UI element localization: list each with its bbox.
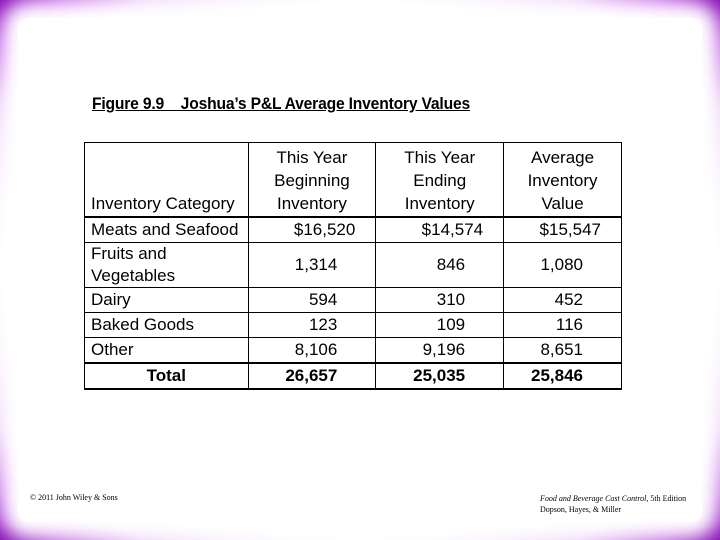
total-row <box>85 363 622 389</box>
table-row <box>85 217 622 243</box>
book-edition: , 5th Edition <box>646 494 687 503</box>
header-ending-line-2: Ending <box>413 171 467 190</box>
table-row <box>85 288 622 313</box>
header-average-line-1: Average <box>531 148 595 167</box>
header-ending-line-1: This Year <box>404 148 476 167</box>
header-ending-inventory <box>376 143 504 218</box>
table-row <box>85 338 622 364</box>
category-cell: Dairy <box>85 288 249 313</box>
table-row <box>85 313 622 338</box>
header-average-inventory-value <box>504 143 622 218</box>
header-ending-line-3: Inventory <box>404 194 475 213</box>
header-beginning-line-2: Beginning <box>274 171 350 190</box>
book-authors: Dopson, Hayes, & Miller <box>540 505 622 514</box>
beginning-cell: 594 <box>248 288 376 313</box>
ending-cell: $14,574 <box>376 217 504 243</box>
category-cell: Baked Goods <box>85 313 249 338</box>
table-row <box>85 243 622 288</box>
beginning-cell: $16,520 <box>248 217 376 243</box>
header-average-line-3: Value <box>541 194 584 213</box>
beginning-cell: 1,314 <box>248 243 376 288</box>
total-average: 25,846 <box>504 363 622 389</box>
copyright-footer: © 2011 John Wiley & Sons <box>30 493 118 502</box>
beginning-cell: 123 <box>248 313 376 338</box>
average-cell: $15,547 <box>504 217 622 243</box>
ending-cell: 310 <box>376 288 504 313</box>
average-cell: 452 <box>504 288 622 313</box>
header-average-line-2: Inventory <box>527 171 598 190</box>
inventory-table <box>84 142 622 390</box>
average-cell: 1,080 <box>504 243 622 288</box>
figure-title: Figure 9.9 Joshua’s P&L Average Inventory Values <box>92 94 471 113</box>
total-label: Total <box>85 363 249 389</box>
category-cell: Fruits and Vegetables <box>85 243 249 288</box>
total-beginning: 26,657 <box>248 363 376 389</box>
ending-cell: 846 <box>376 243 504 288</box>
header-beginning-inventory <box>248 143 376 218</box>
citation-line-1 <box>540 493 686 504</box>
ending-cell: 9,196 <box>376 338 504 364</box>
book-title: Food and Beverage Cost Control <box>540 494 647 503</box>
ending-cell: 109 <box>376 313 504 338</box>
category-cell: Other <box>85 338 249 364</box>
total-ending: 25,035 <box>376 363 504 389</box>
category-cell: Meats and Seafood <box>85 217 249 243</box>
average-cell: 8,651 <box>504 338 622 364</box>
header-inventory-category: Inventory Category <box>85 143 249 218</box>
table-header-row <box>85 143 622 218</box>
average-cell: 116 <box>504 313 622 338</box>
beginning-cell: 8,106 <box>248 338 376 364</box>
book-citation-footer <box>540 493 686 515</box>
header-beginning-line-1: This Year <box>276 148 348 167</box>
header-beginning-line-3: Inventory <box>276 194 347 213</box>
